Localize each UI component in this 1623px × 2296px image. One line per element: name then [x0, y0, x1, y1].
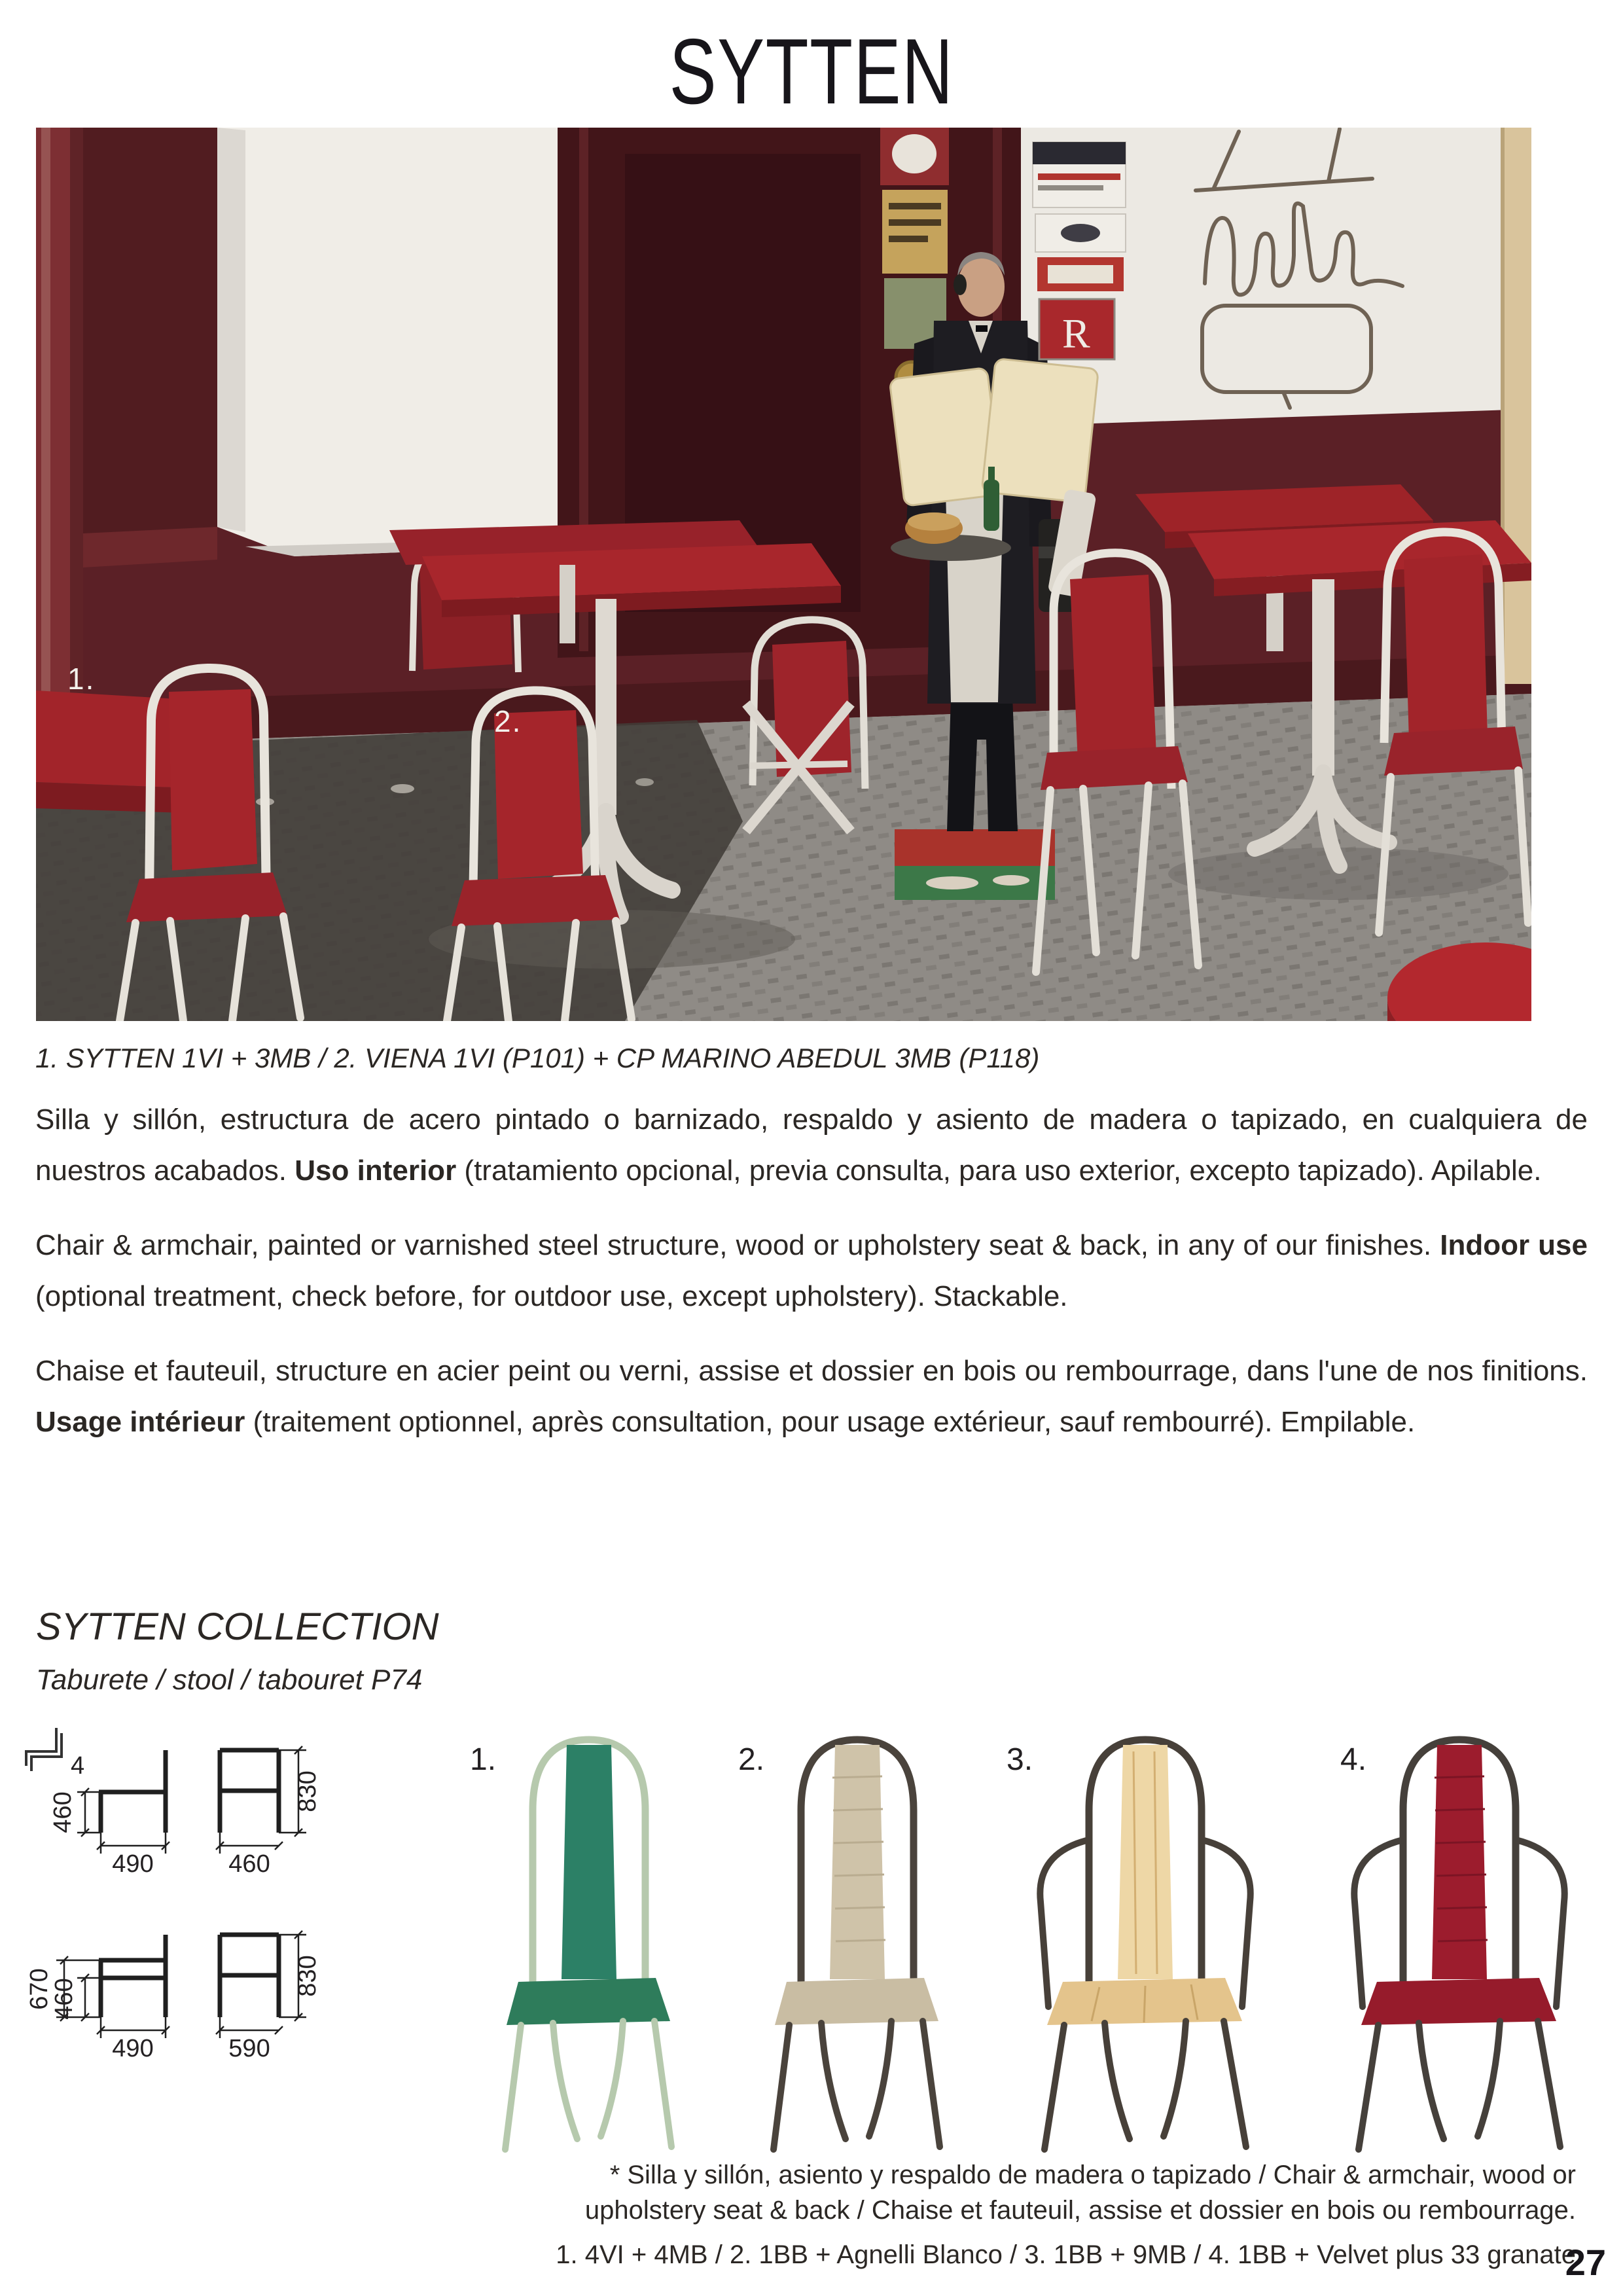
dim-armchair-height: 830	[294, 1955, 321, 1997]
page-number: 27	[1565, 2242, 1606, 2283]
r-sign	[1039, 299, 1115, 359]
description-block	[35, 1094, 1588, 1471]
chair-side-dims	[77, 1788, 169, 1854]
footnote-line2: upholstery seat & back / Chaise et fauteuil, assise et dossier en bois ou rembourrage.	[584, 2196, 1576, 2225]
dim-armchair-arm-height: 670	[26, 1968, 53, 2010]
collection-subheading: Taburete / stool / tabouret P74	[36, 1664, 423, 1696]
product-chair-4	[1354, 1740, 1564, 2149]
stacking-icon	[26, 1728, 62, 1771]
dim-armchair-depth: 490	[112, 2035, 154, 2062]
description-en: Chair & armchair, painted or varnished steel structure, wood or upholstery seat & back, in any of our finishes. Indoor use (optional treatment, check before, for outdoor use, except upholstery). Stackable.	[35, 1229, 1588, 1312]
dim-chair-seat-height: 460	[49, 1791, 77, 1833]
cafe-photo	[36, 128, 1531, 1021]
description-fr: Chaise et fauteuil, structure en acier peint ou verni, assise et dossier en bois ou rembourrage, dans l'une de nos finitions. Usage intérieur (traitement optionnel, après consultation, pour usage extérieur, sauf rembourré). Empilable.	[35, 1355, 1588, 1438]
page-title: SYTTEN	[669, 20, 954, 124]
dim-chair-height: 830	[294, 1770, 321, 1812]
collection-heading: SYTTEN COLLECTION	[36, 1605, 439, 1648]
product-chair-3	[1040, 1740, 1250, 2149]
armchair-front-view	[220, 1935, 279, 2017]
dim-chair-depth: 490	[112, 1850, 154, 1878]
product-label-2: 2.	[738, 1742, 765, 1777]
dim-armchair-width: 590	[228, 2035, 270, 2062]
chair-front-dims	[216, 1746, 306, 1854]
dimension-diagram	[13, 1708, 380, 2186]
footnote	[293, 2157, 1576, 2272]
chair-side-view	[99, 1750, 166, 1833]
r-sign-letter: R	[1062, 310, 1090, 357]
variants-line: 1. 4VI + 4MB / 2. 1BB + Agnelli Blanco / 3. 1BB + 9MB / 4. 1BB + Velvet plus 33 granate	[556, 2240, 1576, 2269]
dim-armchair-seat-height: 460	[50, 1978, 78, 2020]
right-doorframe	[1501, 128, 1531, 684]
armchair-side-view	[99, 1935, 166, 2017]
product-label-3: 3.	[1007, 1742, 1033, 1777]
armchair-front-dims	[216, 1931, 306, 2038]
product-label-1: 1.	[470, 1742, 497, 1777]
stack-count: 4	[71, 1752, 85, 1780]
product-chairs	[406, 1699, 1623, 2157]
photo-caption: 1. SYTTEN 1VI + 3MB / 2. VIENA 1VI (P101) + CP MARINO ABEDUL 3MB (P118)	[35, 1043, 1040, 1073]
dim-chair-width: 460	[228, 1850, 270, 1878]
photo-label-2: 2.	[494, 704, 522, 738]
wall-posters	[1033, 142, 1126, 359]
product-chair-1	[505, 1740, 671, 2149]
photo-label-1: 1.	[67, 662, 96, 696]
title-area	[0, 18, 1623, 126]
product-label-4: 4.	[1340, 1742, 1367, 1777]
product-chair-2	[774, 1740, 940, 2149]
footnote-line1: * Silla y sillón, asiento y respaldo de madera o tapizado / Chair & armchair, wood or	[609, 2161, 1576, 2189]
chair-front-view	[220, 1750, 279, 1833]
white-wall-block	[217, 128, 558, 556]
description-es: Silla y sillón, estructura de acero pintado o barnizado, respaldo y asiento de madera o tapizado, en cualquiera de nuestros acabados. Uso interior (tratamiento opcional, previa consulta, para uso exterior, excepto tapizado). Apilable.	[35, 1103, 1588, 1187]
